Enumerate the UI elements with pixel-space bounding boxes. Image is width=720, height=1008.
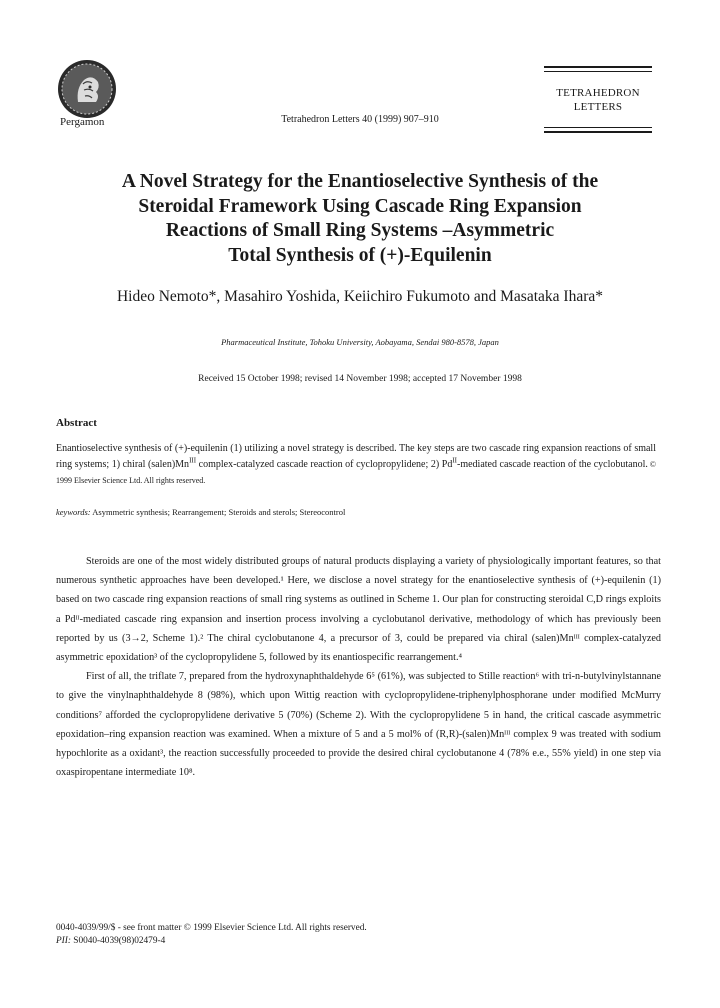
footer-pii: [56, 935, 367, 948]
keywords-text: Asymmetric synthesis; Rearrangement; Steroids and sterols; Stereocontrol: [90, 507, 346, 517]
footer: [56, 922, 367, 948]
journal-rule-bottom-2: [544, 131, 652, 133]
author-list: Hideo Nemoto*, Masahiro Yoshida, Keiichiro Fukumoto and Masataka Ihara*: [116, 288, 603, 305]
keywords-label: keywords:: [56, 507, 91, 517]
abstract-text: [56, 441, 656, 489]
body-paragraph: First of all, the triflate 7, prepared from the hydroxynaphthaldehyde 6⁵ (61%), was subjected to Stille reaction⁶ with tri-n-butylvinylstannane to give the vinylnaphthaldehyde 8 (98%), which upon Wittig reaction with cyclopropylidene-triphenylphosphorane under modified McMurry conditions⁷ afforded the cyclopropylidene derivative 5 (70%) (Scheme 2). With the cyclopropylidene 5 in hand, the critical cascade asymmetric epoxidation–ring expansion reaction was examined. When a mixture of 5 and a 5 mol% of (R,R)-(salen)Mnᴵᴵᴵ complex 9 was treated with sodium hypochlorite as a oxidant³, the reaction successfully proceeded to provide the desired chiral cyclobutanone 4 (78% e.e., 55% yield) in one step via oxaspiropentane intermediate 10⁸.: [56, 671, 661, 779]
abstract-part: -mediated cascade reaction of the cyclobutanol.: [457, 459, 648, 470]
title-line: Steroidal Framework Using Cascade Ring Expansion: [138, 195, 582, 217]
abstract-heading: Abstract: [56, 417, 97, 429]
journal-rule-top-1: [544, 66, 652, 68]
footer-copyright: 0040-4039/99/$ - see front matter © 1999 Elsevier Science Ltd. All rights reserved.: [56, 923, 367, 933]
publisher-name: Pergamon: [60, 116, 105, 128]
pii-label: PII:: [56, 936, 71, 946]
title-line: A Novel Strategy for the Enantioselective Synthesis of the: [121, 171, 599, 192]
journal-name-line1: TETRAHEDRON: [556, 87, 640, 99]
abstract-part: complex-catalyzed cascade reaction of cyclopropylidene; 2) Pd: [196, 459, 453, 470]
keywords: [56, 507, 345, 517]
journal-name-line2: LETTERS: [573, 101, 623, 113]
article-title: [90, 170, 630, 268]
title-line: Total Synthesis of (+)-Equilenin: [228, 244, 492, 266]
abstract-copyright: © 1999 Elsevier Science Ltd. All rights reserved.: [56, 460, 657, 485]
journal-rule-bottom-1: [544, 127, 652, 128]
affiliation: Pharmaceutical Institute, Tohoku University, Aobayama, Sendai 980-8578, Japan: [221, 337, 499, 347]
journal-name: [544, 86, 652, 114]
body-paragraph: Steroids are one of the most widely distributed groups of natural products displaying a variety of physiologically important features, so that numerous synthetic approaches have been developed.¹ Here, we disclose a novel strategy for the enantioselective synthesis of (+)-equilenin (1) based on two cascade ring expansion reactions of small ring systems as outlined in Scheme 1. Our plan for constructing steroidal C,D rings exploits a Pdᴵᴵ-mediated cascade ring expansion and insertion process involving a cyclobutanol derivative, methodology of which has previously been reported by us (3→2, Scheme 1).² The chiral cyclobutanone 4, a precursor of 3, could be prepared via chiral (salen)Mnᴵᴵᴵ complex-catalyzed asymmetric epoxidation³ of the cyclopropylidene 5, followed by its enantiospecific rearrangement.⁴: [56, 556, 661, 664]
article-body: [56, 552, 661, 782]
journal-rule-top-2: [544, 71, 652, 72]
journal-citation: Tetrahedron Letters 40 (1999) 907–910: [281, 114, 439, 125]
abstract-part: Enantioselective synthesis of (+)-equilenin (1) utilizing a novel strategy is described. The key steps are two cascade ring expansion reactions of small ring systems; 1) chiral (salen)Mn: [56, 443, 656, 470]
title-line: Reactions of Small Ring Systems –Asymmetric: [165, 220, 555, 241]
received-dates: Received 15 October 1998; revised 14 November 1998; accepted 17 November 1998: [198, 374, 522, 384]
elsevier-tree-logo: [56, 58, 118, 120]
pii-value: S0040-4039(98)02479-4: [70, 936, 166, 946]
abstract-superscript: III: [189, 456, 197, 465]
abstract-superscript: II: [452, 456, 457, 465]
